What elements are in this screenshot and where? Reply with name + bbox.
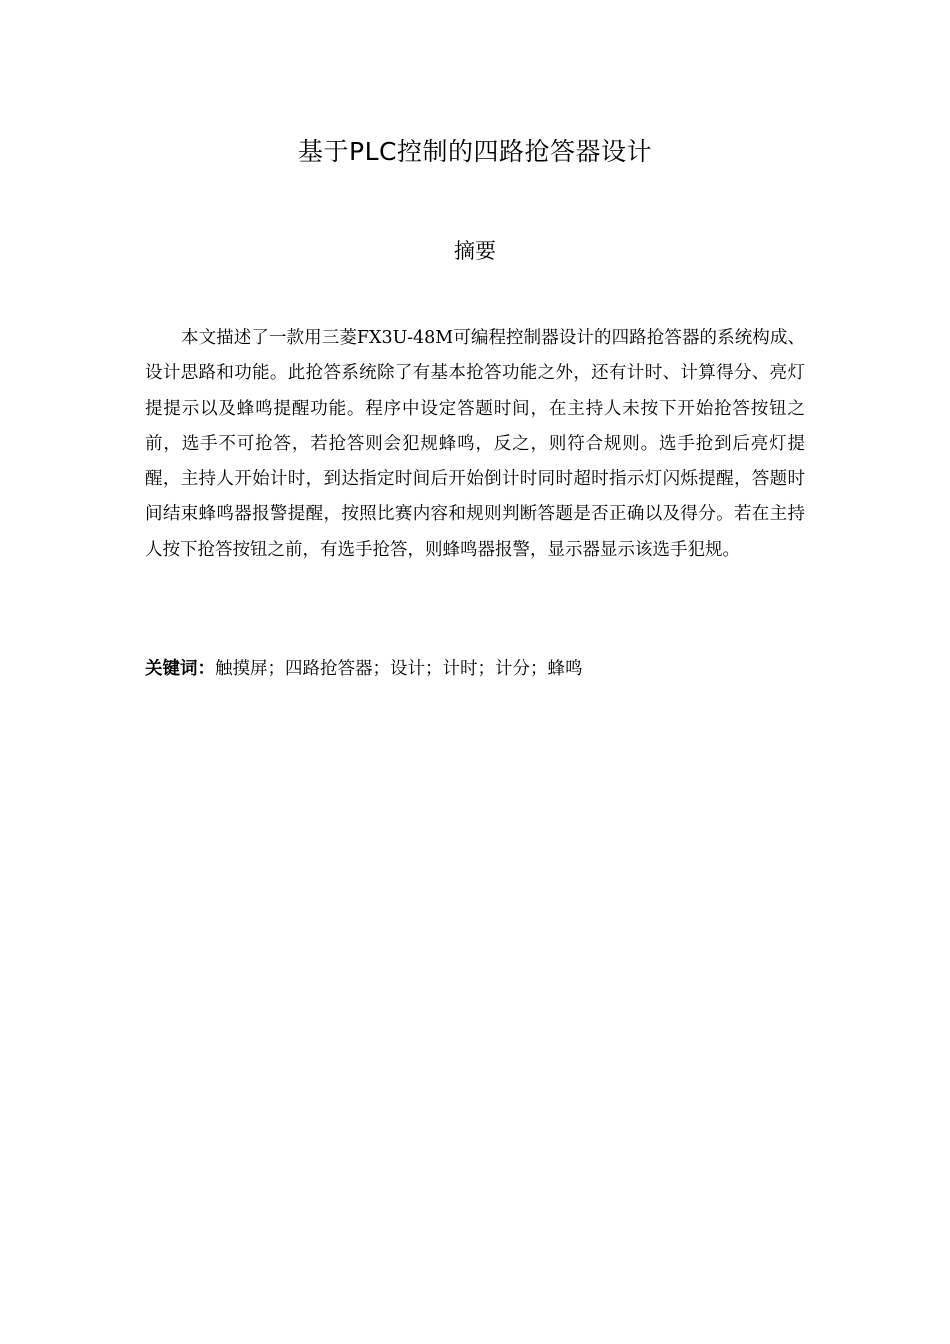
abstract-heading: 摘要 [454,239,496,263]
keywords-line [145,654,805,684]
abstract-paragraph: 本文描述了一款用三菱FX3U-48M可编程控制器设计的四路抢答器的系统构成、设计思路和功能。此抢答系统除了有基本抢答功能之外，还有计时、计算得分、亮灯提提示以及蜂鸣提醒功能。程序中设定答题时间，在主持人未按下开始抢答按钮之前，选手不可抢答，若抢答则会犯规蜂鸣，反之，则符合规则。选手抢到后亮灯提醒，主持人开始计时，到达指定时间后开始倒计时同时超时指示灯闪烁提醒，答题时间结束蜂鸣器报警提醒，按照比赛内容和规则判断答题是否正确以及得分。若在主持人按下抢答按钮之前，有选手抢答，则蜂鸣器报警，显示器显示该选手犯规。 [145,328,805,560]
keywords-label: 关键词： [145,659,215,679]
document-title: 基于PLC控制的四路抢答器设计 [298,137,652,166]
keywords-list: 触摸屏；四路抢答器；设计；计时；计分；蜂鸣 [215,659,583,679]
